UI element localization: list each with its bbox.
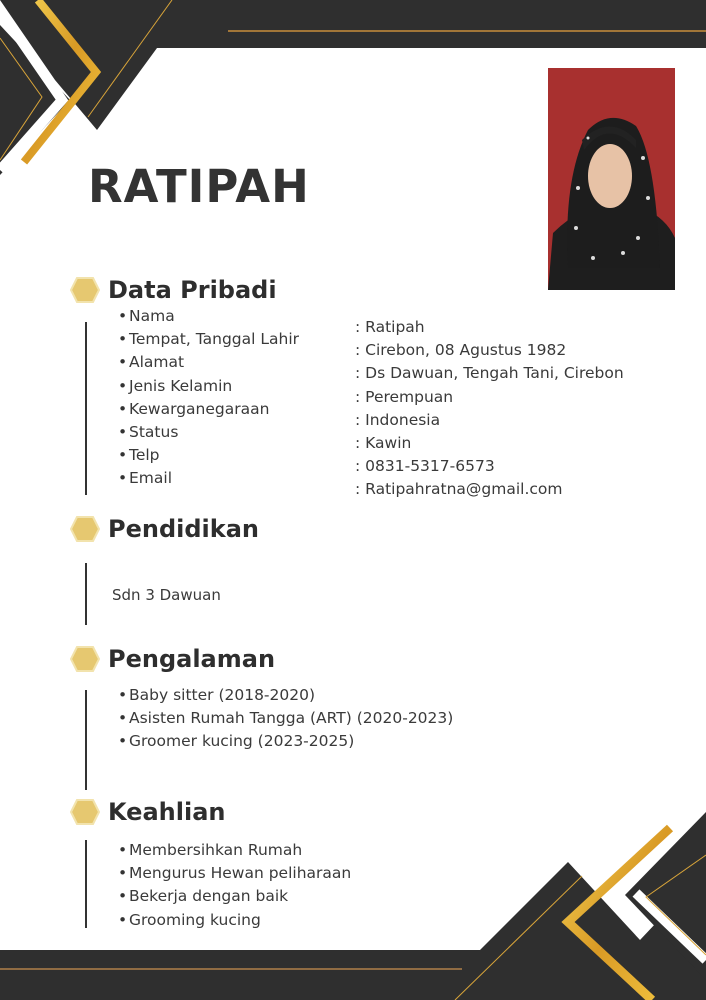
skills-list: [118, 839, 351, 932]
education-item: Sdn 3 Dawuan: [112, 586, 221, 604]
profile-photo: [548, 68, 675, 290]
list-item: • Bekerja dengan baik: [118, 885, 351, 908]
list-item: • Baby sitter (2018-2020): [118, 684, 453, 707]
personal-labels: [118, 305, 299, 491]
section-header-education: [70, 515, 259, 543]
divider-line: [85, 563, 87, 625]
value-item: : Kawin: [355, 434, 412, 453]
section-title: Keahlian: [108, 798, 226, 826]
value-item: : Indonesia: [355, 410, 441, 429]
list-item: • Groomer kucing (2023-2025): [118, 730, 453, 753]
list-item: • Grooming kucing: [118, 909, 351, 932]
list-item: • Mengurus Hewan peliharaan: [118, 862, 351, 885]
hexagon-icon: [70, 516, 100, 542]
hexagon-icon: [70, 799, 100, 825]
list-item: • Membersihkan Rumah: [118, 839, 351, 862]
value-item: : Perempuan: [355, 387, 454, 406]
section-header-skills: [70, 798, 225, 826]
value-item: : 0831-5317-6573: [355, 457, 495, 476]
list-item: • Asisten Rumah Tangga (ART) (2020-2023): [118, 707, 453, 730]
label-item: • Jenis Kelamin: [118, 375, 299, 398]
label-item: • Email: [118, 467, 299, 490]
label-item: • Tempat, Tanggal Lahir: [118, 328, 299, 351]
value-item: : Ds Dawuan, Tengah Tani, Cirebon: [355, 364, 624, 383]
candidate-name: RATIPAH: [88, 160, 310, 213]
divider-line: [85, 690, 87, 790]
section-title: Pengalaman: [108, 645, 276, 673]
label-item: • Telp: [118, 444, 299, 467]
divider-line: [85, 322, 87, 495]
label-item: • Alamat: [118, 351, 299, 374]
label-item: • Kewarganegaraan: [118, 398, 299, 421]
value-item: : Cirebon, 08 Agustus 1982: [355, 341, 567, 360]
value-item: : Ratipahratna@gmail.com: [355, 480, 563, 499]
hexagon-icon: [70, 646, 100, 672]
value-item: : Ratipah: [355, 318, 425, 336]
section-title: Data Pribadi: [108, 276, 277, 304]
hexagon-icon: [70, 277, 100, 303]
divider-line: [85, 840, 87, 928]
personal-values: [355, 316, 624, 502]
label-item: • Status: [118, 421, 299, 444]
experience-list: [118, 684, 453, 754]
section-title: Pendidikan: [108, 515, 260, 543]
section-header-personal: [70, 276, 277, 304]
label-item: • Nama: [118, 305, 299, 328]
section-header-experience: [70, 645, 275, 673]
